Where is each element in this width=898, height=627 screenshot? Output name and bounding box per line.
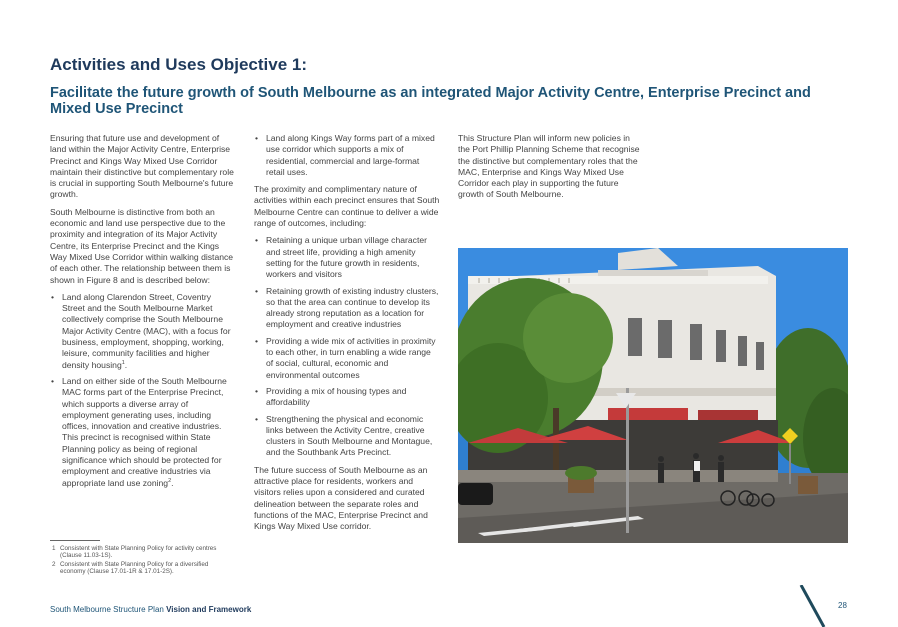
text-column-1 — [50, 133, 236, 495]
list-item: • Retaining a unique urban village character and street life, providing a high amenity setting for the future growth in residents, workers and visitors — [254, 235, 440, 280]
footnote: 1 Consistent with State Planning Policy for activity centres (Clause 11.03-1S). — [52, 545, 217, 560]
street-photo-icon — [458, 248, 848, 543]
paragraph: Ensuring that future use and development of land within the Major Activity Centre, Enterprise Precinct and Kings Way Mixed Use Corridor maintain their distinctive but complementary role is crucial in supporting South Melbourne's future growth. — [50, 133, 234, 200]
bullet-list — [50, 292, 236, 489]
footnote-ref: 2 — [168, 477, 172, 484]
text-column-3 — [458, 133, 644, 207]
page-number: 28 — [838, 601, 847, 610]
street-corner-photo — [458, 248, 848, 543]
list-item: • Providing a wide mix of activities in proximity to each other, in turn enabling a wide range of social, cultural, economic and environmental outcomes — [254, 336, 440, 381]
footnotes — [50, 545, 230, 577]
list-item: • Retaining growth of existing industry clusters, so that the area can continue to develop its already strong reputation as a location for employment and creative industries — [254, 286, 440, 331]
decorative-slash-icon — [798, 585, 828, 627]
bullet-list — [254, 133, 440, 178]
list-item: • Land along Clarendon Street, Coventry Street and the South Melbourne Market collectively comprise the South Melbourne Major Activity Centre (MAC), with a focus for business, employment, shopping, working, leisure, community facilities and higher density housing$^1$. — [50, 292, 236, 371]
paragraph: This Structure Plan will inform new policies in the Port Phillip Planning Scheme that recognise the distinctive but complementary roles that the MAC, Enterprise and Kings Way Mixed Use Corridor each play in supporting the future growth of South Melbourne. — [458, 133, 640, 200]
page-subtitle: Facilitate the future growth of South Melbourne as an integrated Major Activity Centre, Enterprise Precinct and Mixed Use Precinct — [50, 85, 811, 117]
bullet-list — [254, 235, 440, 458]
paragraph: The proximity and complimentary nature of activities within each precinct ensures that South Melbourne Centre can continue to deliver a wide range of outcomes, including: — [254, 184, 440, 229]
list-item: • Land along Kings Way forms part of a mixed use corridor which supports a mix of residential, commercial and large-format retail uses. — [254, 133, 440, 178]
list-item: • Strengthening the physical and economic links between the Activity Centre, creative clusters in South Melbourne and Montague, and the Southbank Arts Precinct. — [254, 414, 440, 459]
paragraph: South Melbourne is distinctive from both an economic and land use perspective due to the proximity and integration of its Major Activity Centre, its Enterprise Precinct and the Kings Way Mixed Use Corridor within walking distance of each other. The relationship between them is shown in Figure 8 and is described below: — [50, 206, 234, 285]
footnote-divider — [50, 540, 100, 541]
paragraph: The future success of South Melbourne as an attractive place for residents, workers and visitors relies upon a considered and curated delineation between the separate roles and functions of the MAC, Enterprise Precinct and Kings Way Mixed Use corridor. — [254, 464, 428, 532]
footnote: 2 Consistent with State Planning Policy for a diversified economy (Clause 17.01-1R & 17.01-2S). — [52, 560, 209, 576]
footer-section: Vision and Framework — [166, 605, 252, 614]
page-title: Activities and Uses Objective 1: — [50, 55, 307, 74]
list-item: • Land on either side of the South Melbourne MAC forms part of the Enterprise Precinct, which supports a diverse array of employment generating uses, including offices, innovation and creative industries. This precinct is recognised within State Planning policy as being of regional significance which should be protected for employment and creative industries via appropriate land use zoning$^2$. — [50, 376, 236, 489]
list-item: • Providing a mix of housing types and affordability — [254, 386, 440, 409]
text-column-2 — [254, 133, 440, 539]
footnote-ref: 1 — [121, 359, 125, 366]
page-footer: South Melbourne Structure Plan Vision and Framework — [50, 605, 252, 614]
